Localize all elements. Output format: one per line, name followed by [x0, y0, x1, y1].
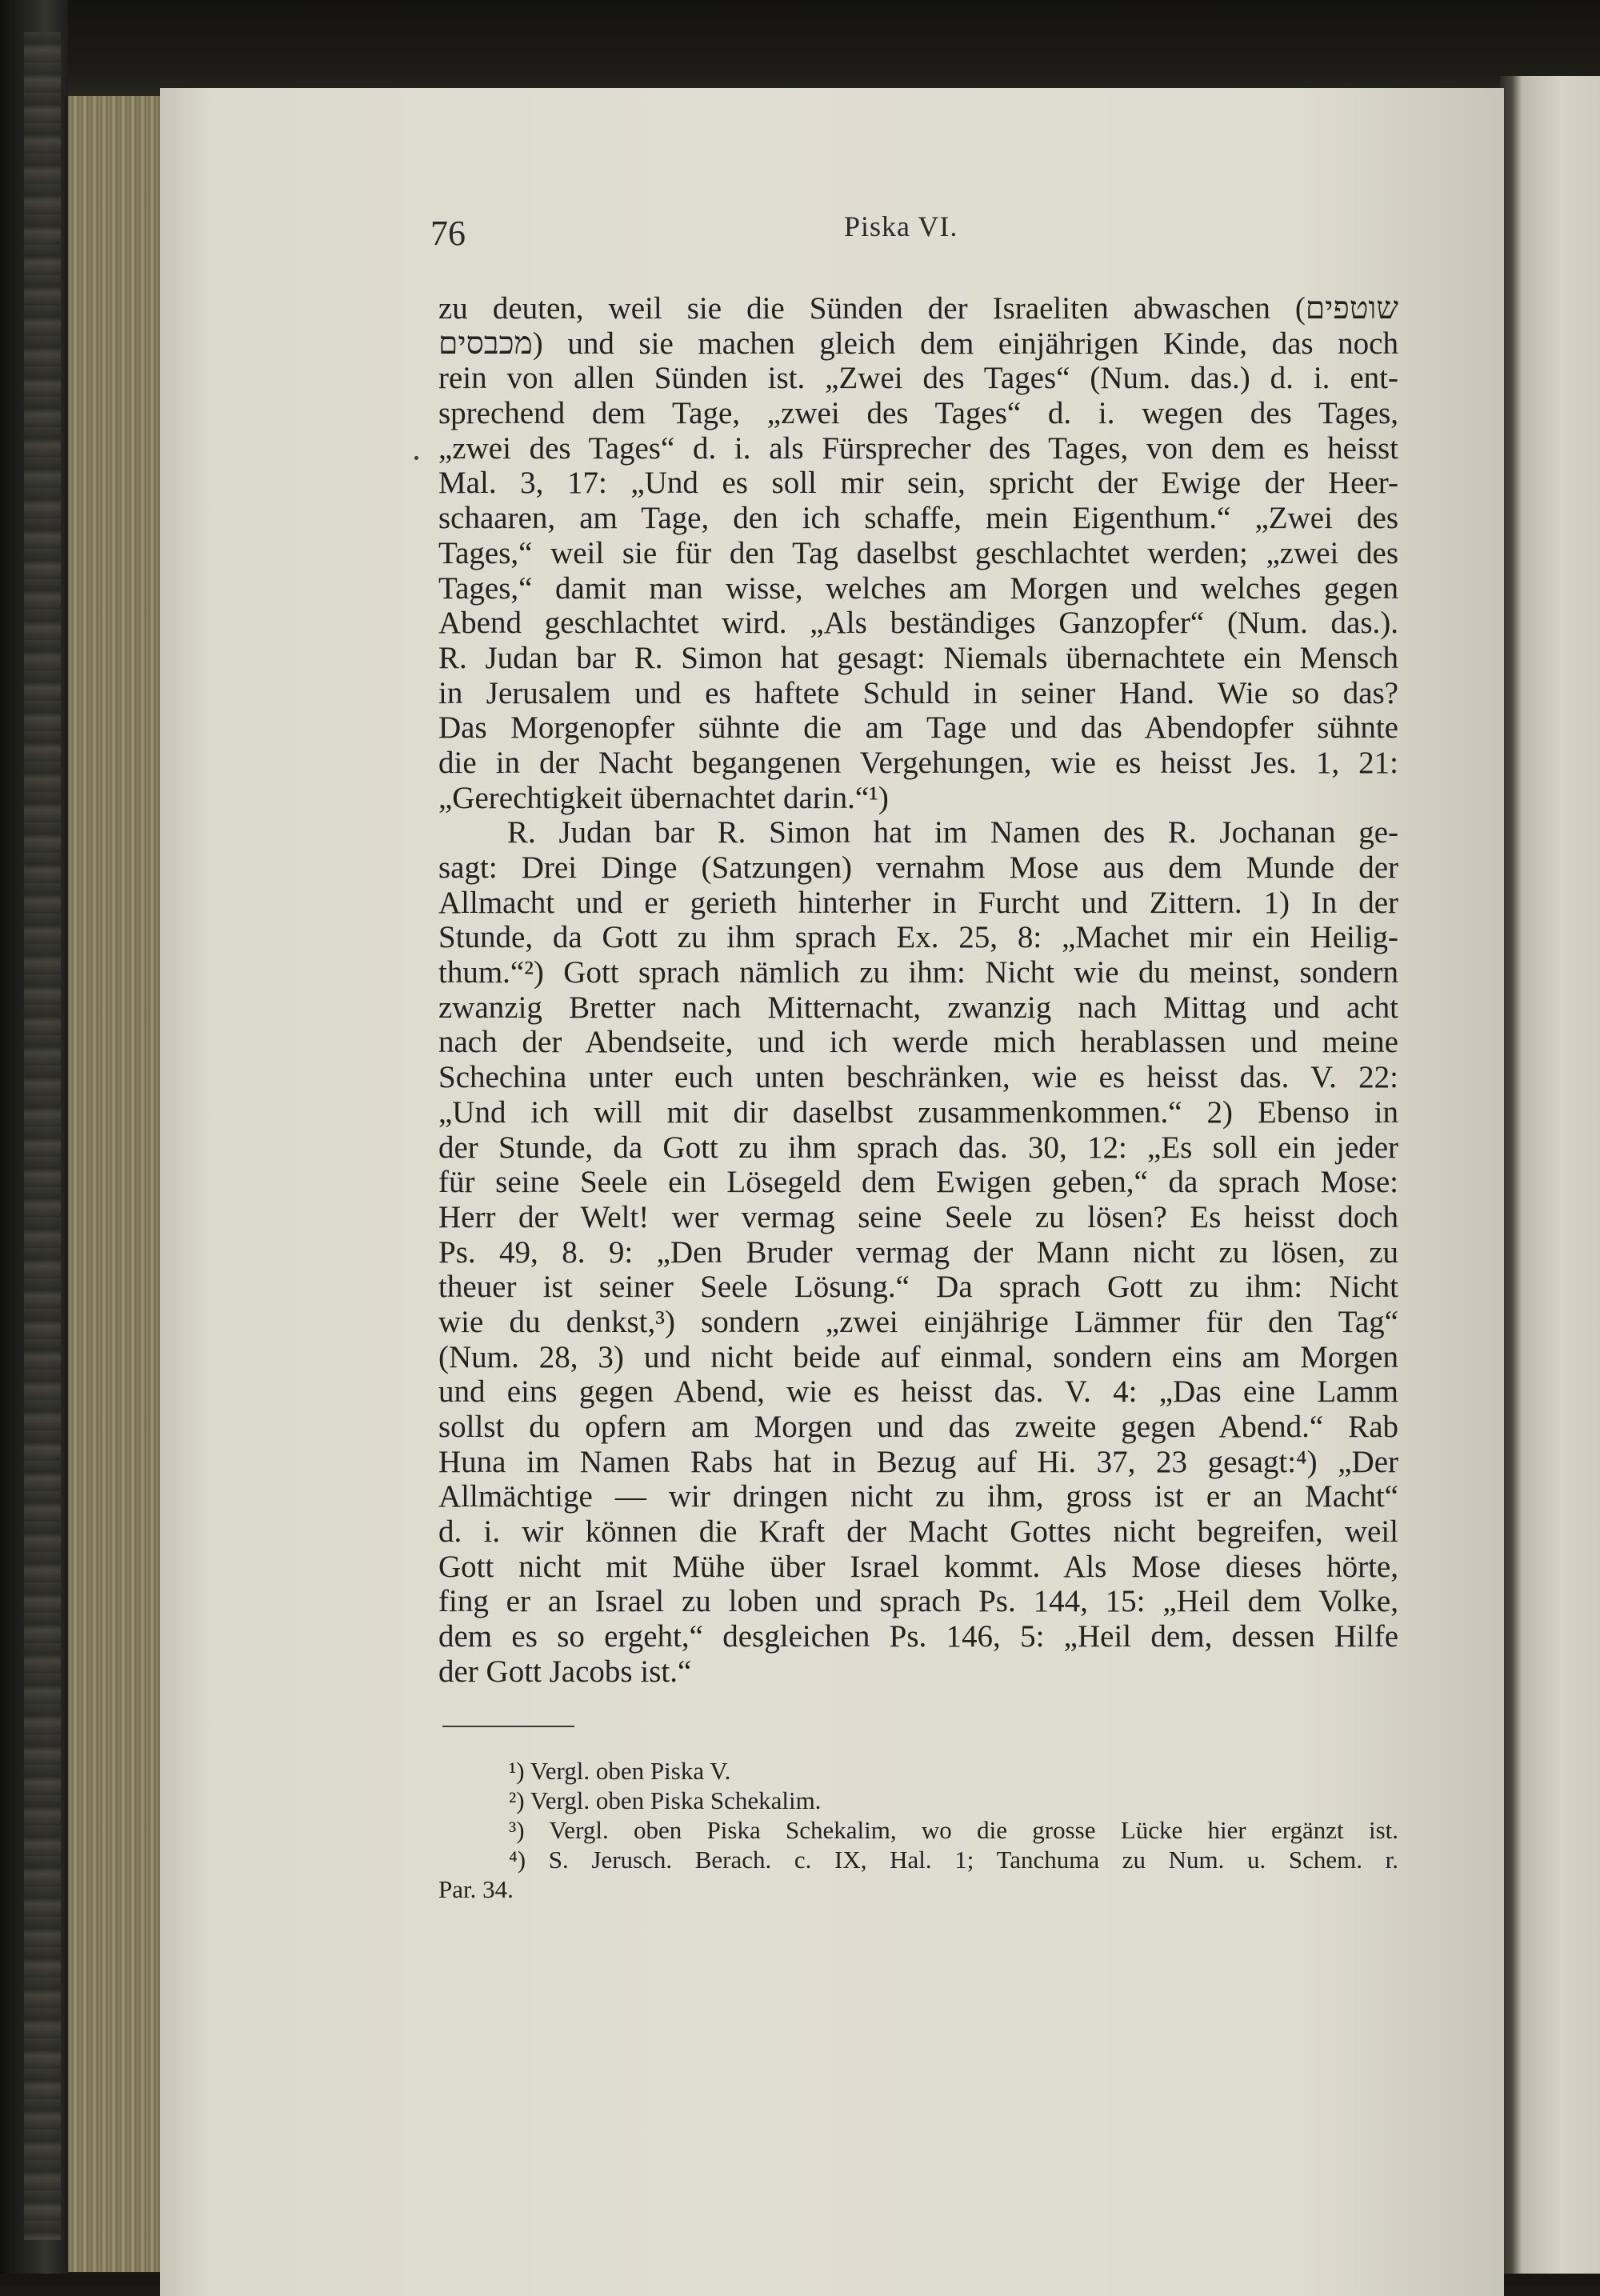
text-line: Mal. 3, 17: „Und es soll mir sein, spricht der Ewige der Heer- [438, 466, 1398, 501]
footnote-2: ²) Vergl. oben Piska Schekalim. [509, 1786, 822, 1814]
text-line: „Gerechtigkeit übernachtet darin.“¹) [438, 780, 889, 815]
text-line: dem es so ergeht,“ desgleichen Ps. 146, 5: „Heil dem, dessen Hilfe [438, 1619, 1398, 1654]
text-line: Das Morgenopfer sühnte die am Tage und das Abendopfer sühnte [438, 710, 1398, 746]
text-line: (Num. 28, 3) und nicht beide auf einmal, sondern eins am Morgen [438, 1339, 1398, 1374]
text-line: Stunde, da Gott zu ihm sprach Ex. 25, 8: „Machet mir ein Heilig- [438, 920, 1398, 955]
footnote-4: ⁴) S. Jerusch. Berach. c. IX, Hal. 1; Tanchuma zu Num. u. Schem. r. [509, 1846, 1398, 1874]
text-line: nach der Abendseite, und ich werde mich herablassen und meine [438, 1025, 1398, 1060]
page-edges [68, 96, 164, 2272]
text-line: Ps. 49, 8. 9: „Den Bruder vermag der Mann nicht zu lösen, zu [438, 1234, 1398, 1270]
text-line: Herr der Welt! wer vermag seine Seele zu lösen? Es heisst doch [438, 1199, 1398, 1234]
text-line: der Stunde, da Gott zu ihm sprach das. 30, 12: „Es soll ein jeder [438, 1130, 1398, 1165]
footnote-4-continued: Par. 34. [438, 1875, 514, 1903]
text-line: d. i. wir können die Kraft der Macht Gottes nicht begreifen, weil [438, 1514, 1398, 1550]
page-number: 76 [430, 214, 466, 253]
text-line: zu deuten, weil sie die Sünden der Israeliten abwaschen (שוטפים [438, 291, 1398, 326]
page-header [0, 210, 1600, 258]
text-line: „Und ich will mit dir daselbst zusammenkommen.“ 2) Ebenso in [438, 1094, 1398, 1130]
book-cover-spine [0, 0, 68, 2286]
text-line: die in der Nacht begangenen Vergehungen, wie es heisst Jes. 1, 21: [438, 745, 1398, 780]
text-line: und eins gegen Abend, wie es heisst das. V. 4: „Das eine Lamm [438, 1374, 1398, 1410]
text-line: fing er an Israel zu loben und sprach Ps. 144, 15: „Heil dem Volke, [438, 1584, 1398, 1619]
text-line: theuer ist seiner Seele Lösung.“ Da sprach Gott zu ihm: Nicht [438, 1270, 1398, 1305]
spine-texture [24, 32, 61, 2240]
text-line: wie du denkst,³) sondern „zwei einjährige Lämmer für den Tag“ [438, 1304, 1398, 1339]
text-line: Tages,“ weil sie für den Tag daselbst geschlachtet werden; „zwei des [438, 535, 1398, 570]
footnote-3: ³) Vergl. oben Piska Schekalim, wo die grosse Lücke hier ergänzt ist. [509, 1816, 1398, 1844]
text-line: „zwei des Tages“ d. i. als Fürsprecher des Tages, von dem es heisst [438, 430, 1398, 466]
text-line: R. Judan bar R. Simon hat im Namen des R. Jochanan ge- [507, 815, 1398, 850]
text-line: sollst du opfern am Morgen und das zweite gegen Abend.“ Rab [438, 1410, 1398, 1444]
text-line: Allmächtige — wir dringen nicht zu ihm, gross ist er an Macht“ [438, 1479, 1398, 1514]
text-line: zwanzig Bretter nach Mitternacht, zwanzig nach Mittag und acht [438, 990, 1398, 1025]
text-line: thum.“²) Gott sprach nämlich zu ihm: Nicht wie du meinst, sondern [438, 955, 1398, 990]
text-line: für seine Seele ein Lösegeld dem Ewigen geben,“ da sprach Mose: [438, 1165, 1398, 1200]
text-line: in Jerusalem und es haftete Schuld in seiner Hand. Wie so das? [438, 675, 1398, 710]
ink-speck [414, 456, 418, 460]
text-line: Huna im Namen Rabs hat in Bezug auf Hi. 37, 23 gesagt:⁴) „Der [438, 1444, 1398, 1479]
text-line: Tages,“ damit man wisse, welches am Morgen und welches gegen [438, 570, 1398, 606]
text-line: schaaren, am Tage, den ich schaffe, mein Eigenthum.“ „Zwei des [438, 501, 1398, 536]
text-line: rein von allen Sünden ist. „Zwei des Tages“ (Num. das.) d. i. ent- [438, 361, 1398, 396]
text-line: sprechend dem Tage, „zwei des Tages“ d. i. wegen des Tages, [438, 396, 1398, 431]
text-line: Allmacht und er gerieth hinterher in Furcht und Zittern. 1) In der [438, 885, 1398, 920]
text-line: R. Judan bar R. Simon hat gesagt: Niemals übernachtete ein Mensch [438, 640, 1398, 675]
text-line: מכבסים) und sie machen gleich dem einjährigen Kinde, das noch [438, 326, 1398, 361]
facing-page-edge [1500, 76, 1600, 2286]
footnote-divider [442, 1726, 574, 1727]
scan-top-background [0, 0, 1600, 100]
footnote-1: ¹) Vergl. oben Piska V. [509, 1757, 731, 1785]
text-line: Abend geschlachtet wird. „Als beständiges Ganzopfer“ (Num. das.). [438, 606, 1398, 641]
text-line: sagt: Drei Dinge (Satzungen) vernahm Mose aus dem Munde der [438, 850, 1398, 885]
main-text-block [438, 291, 1398, 1690]
footnotes-block [438, 1756, 1398, 1904]
running-title: Piska VI. [844, 210, 958, 242]
text-line: Schechina unter euch unten beschränken, wie es heisst das. V. 22: [438, 1060, 1398, 1095]
text-line: der Gott Jacobs ist.“ [438, 1654, 692, 1689]
text-line: Gott nicht mit Mühe über Israel kommt. Als Mose dieses hörte, [438, 1549, 1398, 1584]
